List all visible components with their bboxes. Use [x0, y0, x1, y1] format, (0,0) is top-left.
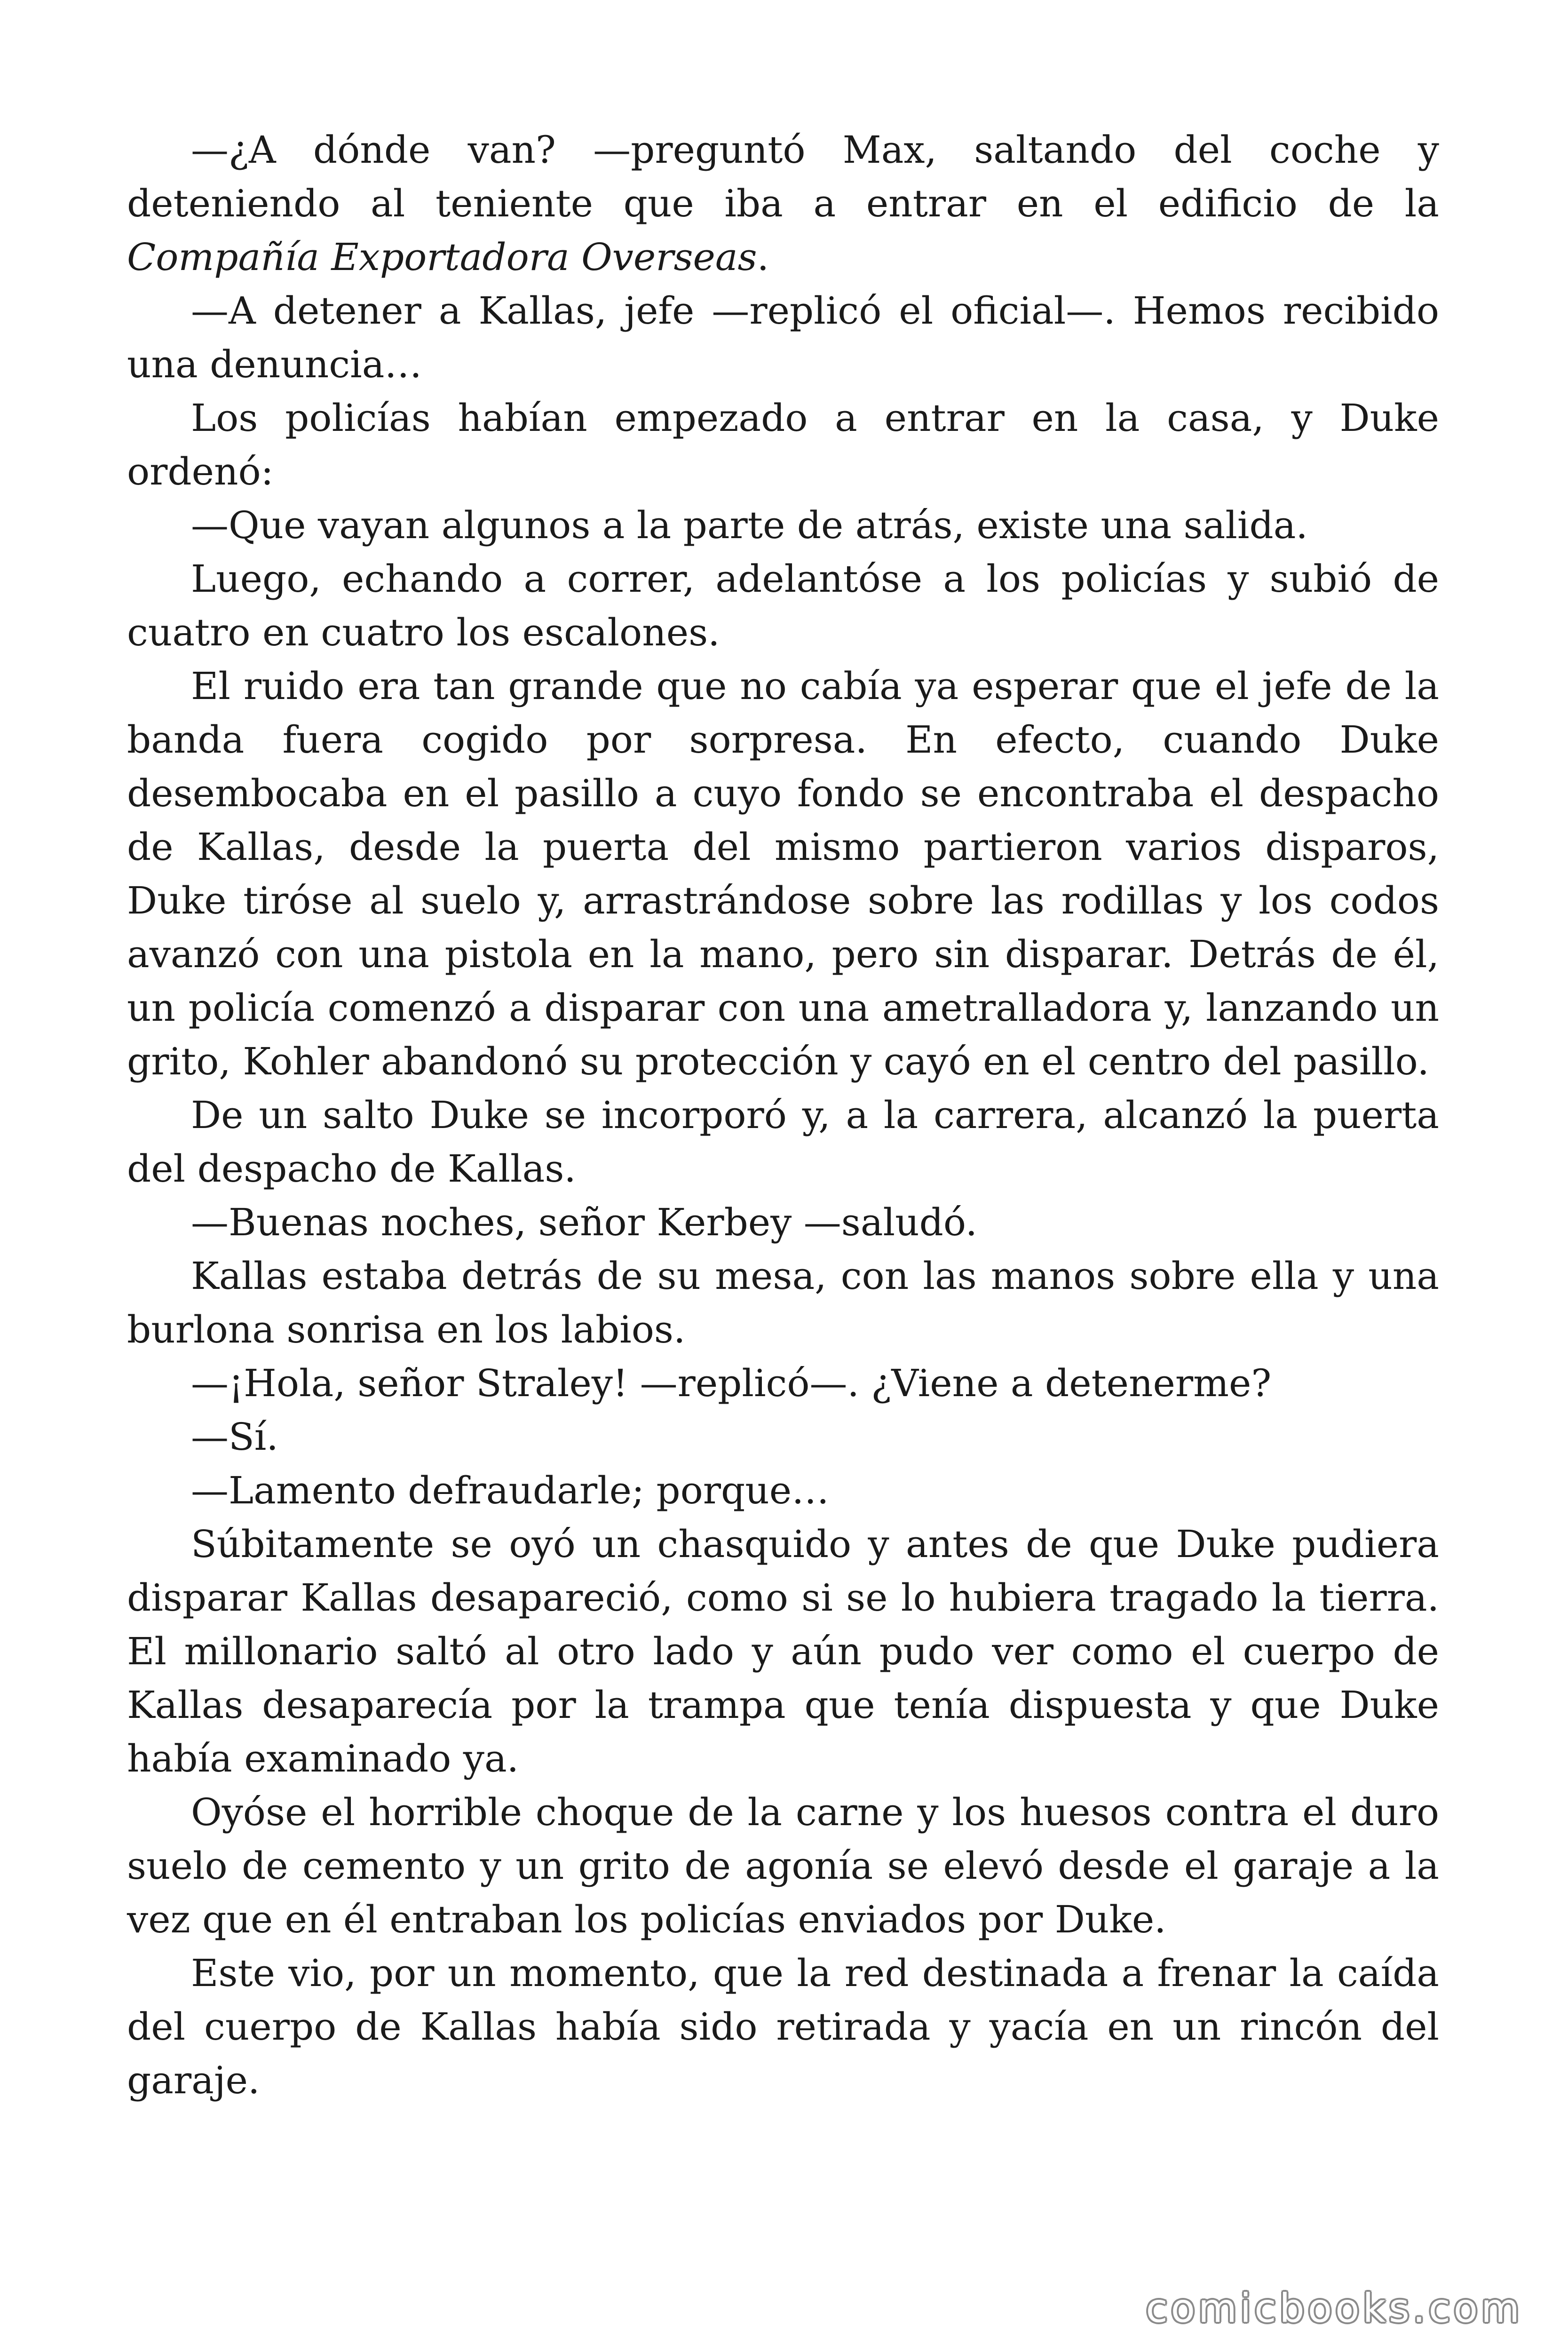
paragraph: Súbitamente se oyó un chasquido y antes de que Duke pudiera disparar Kallas desapareció, como si se lo hubiera tragado la tierra. El millonario saltó al otro lado y aún pudo ver como el cuerpo de Kallas desaparecía por la trampa que tenía dispuesta y que Duke había examinado ya. [127, 1522, 1439, 1780]
paragraph: —Buenas noches, señor Kerbey —saludó. [191, 1200, 978, 1244]
paragraph: El ruido era tan grande que no cabía ya esperar que el jefe de la banda fuera cogido por sorpresa. En efecto, cuando Duke desembocaba en el pasillo a cuyo fondo se encontraba el despacho de Kallas, desde la puerta del mismo partieron varios disparos, Duke tiróse al suelo y, arrastrándose sobre las rodillas y los codos avanzó con una pistola en la mano, pero sin disparar. Detrás de él, un policía comenzó a disparar con una ametralladora y, lanzando un grito, Kohler abandonó su protección y cayó en el centro del pasillo. [127, 664, 1439, 1083]
paragraph: —¡Hola, señor Straley! —replicó—. ¿Viene a detenerme? [191, 1361, 1272, 1405]
page-text [127, 123, 1439, 2107]
paragraph: Este vio, por un momento, que la red destinada a frenar la caída del cuerpo de Kallas había sido retirada y yacía en un rincón del garaje. [127, 1951, 1439, 2102]
paragraph: —Sí. [191, 1415, 278, 1459]
paragraph: Luego, echando a correr, adelantóse a los policías y subió de cuatro en cuatro los escalones. [127, 557, 1439, 654]
paragraph: —¿A dónde van? —preguntó Max, saltando del coche y deteniendo al teniente que iba a entrar en el edificio de la Compañía Exportadora Overseas. [127, 128, 1439, 279]
paragraph: —A detener a Kallas, jefe —replicó el oficial—. Hemos recibido una denuncia… [127, 289, 1439, 386]
company-name: Compañía Exportadora Overseas [127, 235, 757, 279]
paragraph: —Que vayan algunos a la parte de atrás, existe una salida. [191, 503, 1308, 547]
paragraph: —Lamento defraudarle; porque… [191, 1469, 830, 1512]
paragraph: Los policías habían empezado a entrar en la casa, y Duke ordenó: [127, 396, 1439, 493]
paragraph: De un salto Duke se incorporó y, a la carrera, alcanzó la puerta del despacho de Kallas. [127, 1093, 1439, 1191]
watermark: comicbooks.com [1146, 2285, 1523, 2331]
paragraph: Kallas estaba detrás de su mesa, con las manos sobre ella y una burlona sonrisa en los labios. [127, 1254, 1439, 1351]
paragraph: Oyóse el horrible choque de la carne y los huesos contra el duro suelo de cemento y un grito de agonía se elevó desde el garaje a la vez que en él entraban los policías enviados por Duke. [127, 1790, 1439, 1941]
